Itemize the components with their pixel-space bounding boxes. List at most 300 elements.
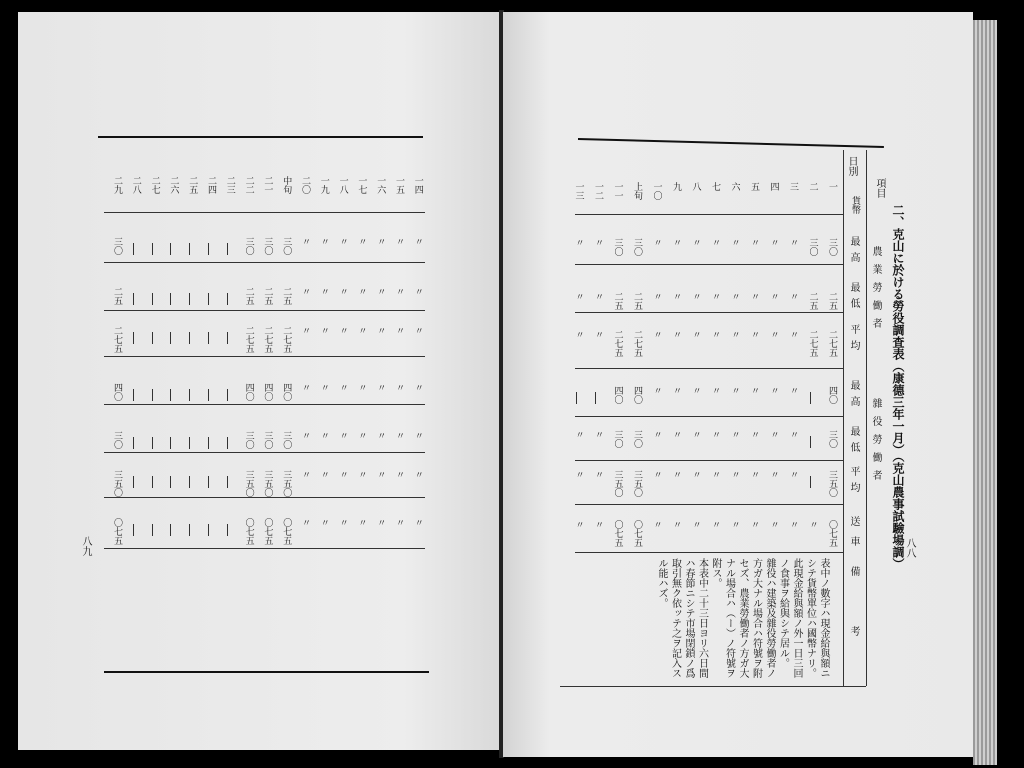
table-cell: 〃 bbox=[593, 520, 603, 529]
table-cell: 〃 bbox=[671, 292, 681, 301]
table-cell: 〃 bbox=[573, 330, 584, 339]
row-rule bbox=[575, 416, 843, 417]
table-cell: 〃 bbox=[671, 520, 681, 529]
table-cell: 〃 bbox=[749, 470, 759, 479]
table-cell: 〇七五 bbox=[632, 520, 642, 547]
table-cell: 三〇 bbox=[632, 430, 642, 448]
table-cell: 〃 bbox=[300, 237, 310, 246]
table-cell: 二五 bbox=[612, 292, 623, 310]
left-top-rule bbox=[98, 136, 423, 138]
table-cell: 〃 bbox=[412, 518, 423, 527]
table-cell: 〃 bbox=[412, 431, 423, 440]
table-cell: 〇七五 bbox=[281, 518, 292, 545]
table-cell: 〃 bbox=[375, 518, 386, 527]
note-line: 本表中二十三日ヨリ六日間 bbox=[696, 558, 708, 678]
dash-mark bbox=[170, 389, 171, 401]
table-cell: 〃 bbox=[671, 386, 681, 395]
table-cell: 〃 bbox=[788, 292, 798, 301]
header-item: 項目 bbox=[874, 178, 885, 198]
right-header-border-outer bbox=[866, 150, 867, 686]
table-cell: 〃 bbox=[412, 383, 423, 392]
left-page-number: 八九 bbox=[80, 536, 91, 556]
table-cell: 三〇 bbox=[281, 431, 292, 449]
table-cell: 二七五 bbox=[807, 330, 818, 357]
dash-mark bbox=[810, 392, 811, 404]
note-line: ハ春節ニシテ市場閉鎖ノ爲 bbox=[683, 558, 694, 678]
table-cell: 〃 bbox=[573, 292, 584, 301]
dash-mark bbox=[133, 243, 134, 255]
table-cell: 〃 bbox=[729, 238, 740, 247]
table-cell: 〃 bbox=[318, 518, 329, 527]
left-bottom-rule bbox=[104, 671, 429, 673]
day-label: 一四 bbox=[412, 176, 423, 194]
table-cell: 〃 bbox=[671, 430, 681, 439]
day-label: 四 bbox=[768, 182, 779, 191]
dash-mark bbox=[227, 293, 228, 305]
table-cell: 二七五 bbox=[243, 326, 254, 353]
table-cell: 三〇 bbox=[612, 430, 623, 448]
dash-mark bbox=[208, 243, 209, 255]
row-rule bbox=[575, 460, 843, 461]
row-rule bbox=[575, 504, 843, 505]
dash-mark bbox=[189, 524, 190, 536]
dash-mark bbox=[152, 332, 153, 344]
table-cell: 〃 bbox=[356, 470, 367, 479]
table-cell: 三五〇 bbox=[612, 470, 623, 497]
row-rule bbox=[575, 264, 843, 265]
table-cell: 〃 bbox=[593, 330, 603, 339]
row-rule bbox=[575, 312, 843, 313]
table-cell: 〃 bbox=[337, 470, 348, 479]
note-line: 附ス。 bbox=[710, 558, 721, 588]
table-cell: 二五 bbox=[243, 287, 254, 305]
table-cell: 〃 bbox=[651, 430, 662, 439]
table-cell: 〃 bbox=[768, 238, 779, 247]
table-cell: 〃 bbox=[768, 386, 779, 395]
day-label: 二五 bbox=[187, 176, 198, 194]
table-cell: 三〇 bbox=[262, 431, 273, 449]
table-cell: 〃 bbox=[394, 431, 404, 440]
table-cell: 三〇 bbox=[827, 238, 837, 256]
dash-mark bbox=[189, 389, 190, 401]
table-cell: 二七五 bbox=[262, 326, 273, 353]
note-line: 雜役ハ建築及雜役勞働者ノ bbox=[764, 558, 775, 678]
dash-mark bbox=[208, 332, 209, 344]
row-rule bbox=[104, 212, 425, 213]
table-cell: 三〇 bbox=[281, 237, 292, 255]
table-cell: 〃 bbox=[690, 386, 701, 395]
row-rule bbox=[104, 310, 425, 311]
table-cell: 〃 bbox=[356, 383, 367, 392]
table-cell: 〇七五 bbox=[243, 518, 254, 545]
day-label: 一三 bbox=[573, 182, 584, 200]
table-cell: 〃 bbox=[690, 292, 701, 301]
table-cell: 〃 bbox=[300, 383, 310, 392]
dash-mark bbox=[133, 389, 134, 401]
table-cell: 〃 bbox=[651, 470, 662, 479]
row-rule bbox=[575, 368, 843, 369]
table-cell: 〃 bbox=[807, 520, 818, 529]
col-avg-2: 平均 bbox=[848, 466, 859, 498]
table-cell: 〃 bbox=[375, 470, 386, 479]
table-cell: 三五〇 bbox=[262, 470, 273, 497]
dash-mark bbox=[595, 392, 596, 404]
table-cell: 〃 bbox=[788, 520, 798, 529]
dash-mark bbox=[576, 392, 577, 404]
right-header-border bbox=[843, 150, 844, 686]
table-cell: 〃 bbox=[768, 292, 779, 301]
day-label: 一八 bbox=[337, 176, 348, 194]
table-cell: 四〇 bbox=[281, 383, 292, 401]
day-label: 三 bbox=[788, 182, 798, 191]
dash-mark bbox=[189, 243, 190, 255]
table-cell: 二五 bbox=[827, 292, 837, 310]
table-cell: 二五 bbox=[807, 292, 818, 310]
table-cell: 三〇 bbox=[827, 430, 837, 448]
day-label: 二 bbox=[807, 182, 818, 191]
table-cell: 二五 bbox=[281, 287, 292, 305]
table-cell: 〃 bbox=[690, 520, 701, 529]
col-high-2: 最高 bbox=[848, 380, 859, 412]
day-label: 八 bbox=[690, 182, 701, 191]
table-cell: 〃 bbox=[690, 330, 701, 339]
table-cell: 三〇 bbox=[612, 238, 623, 256]
table-cell: 〇七五 bbox=[262, 518, 273, 545]
header-wage: 貨幣 bbox=[850, 196, 860, 214]
day-label: 九 bbox=[671, 182, 681, 191]
page-title: 二、克山に於ける勞役調査表（康德三年一月）（克山農事試驗場調） bbox=[891, 204, 905, 570]
table-cell: 〃 bbox=[710, 430, 720, 439]
table-cell: 三五〇 bbox=[827, 470, 837, 497]
table-cell: 〃 bbox=[788, 470, 798, 479]
table-cell: 〃 bbox=[394, 470, 404, 479]
row-rule bbox=[104, 548, 425, 549]
table-cell: 〃 bbox=[318, 470, 329, 479]
note-line: ナル場合ハ（ー）ノ符號ヲ bbox=[723, 558, 735, 678]
table-cell: 〃 bbox=[318, 431, 329, 440]
table-cell: 〃 bbox=[412, 237, 423, 246]
table-cell: 〃 bbox=[749, 238, 759, 247]
table-cell: 〃 bbox=[593, 238, 603, 247]
table-cell: 〃 bbox=[394, 287, 404, 296]
table-cell: 四〇 bbox=[243, 383, 254, 401]
table-cell: 〃 bbox=[749, 292, 759, 301]
dash-mark bbox=[152, 293, 153, 305]
col-low: 最低 bbox=[848, 282, 859, 314]
table-cell: 〃 bbox=[573, 430, 584, 439]
dash-mark bbox=[170, 332, 171, 344]
table-cell: 〃 bbox=[710, 292, 720, 301]
table-cell: 〃 bbox=[573, 470, 584, 479]
table-cell: 〃 bbox=[356, 287, 367, 296]
table-cell: 〃 bbox=[651, 386, 662, 395]
day-label: 七 bbox=[710, 182, 720, 191]
table-cell: 四〇 bbox=[612, 386, 623, 404]
table-cell: 〃 bbox=[671, 330, 681, 339]
dash-mark bbox=[227, 243, 228, 255]
table-cell: 三〇 bbox=[262, 237, 273, 255]
day-label: 二三 bbox=[224, 176, 235, 194]
table-cell: 〃 bbox=[356, 518, 367, 527]
table-cell: 〃 bbox=[671, 238, 681, 247]
table-cell: 〃 bbox=[375, 287, 386, 296]
day-label: 一二 bbox=[593, 182, 603, 200]
day-label: 二一 bbox=[262, 176, 273, 194]
table-cell: 〃 bbox=[710, 520, 720, 529]
table-cell: 〃 bbox=[318, 326, 329, 335]
dash-mark bbox=[189, 293, 190, 305]
day-label: 二四 bbox=[206, 176, 216, 194]
table-cell: 三〇 bbox=[243, 237, 254, 255]
dash-mark bbox=[810, 476, 811, 488]
table-cell: 四〇 bbox=[262, 383, 273, 401]
day-label: 一一 bbox=[612, 182, 623, 200]
table-cell: 〃 bbox=[768, 520, 779, 529]
day-label: 六 bbox=[729, 182, 740, 191]
table-cell: 四〇 bbox=[632, 386, 642, 404]
dash-mark bbox=[189, 476, 190, 488]
table-cell: 〃 bbox=[337, 287, 348, 296]
dash-mark bbox=[208, 524, 209, 536]
day-label: 二八 bbox=[130, 176, 141, 194]
table-cell: 〃 bbox=[788, 386, 798, 395]
col-carriage: 送車 bbox=[848, 516, 859, 556]
table-cell: 〃 bbox=[729, 292, 740, 301]
dash-mark bbox=[133, 437, 134, 449]
group-farm-labor: 農業勞働者 bbox=[870, 246, 881, 336]
table-cell: 〃 bbox=[337, 518, 348, 527]
table-cell: 二七五 bbox=[281, 326, 292, 353]
note-line: セズ、農業勞働者ノ方ガ大 bbox=[737, 558, 748, 678]
note-line: シテ貨幣單位ハ國幣ナリ。 bbox=[804, 558, 816, 678]
table-cell: 二七五 bbox=[827, 330, 837, 357]
dash-mark bbox=[227, 332, 228, 344]
table-cell: 〃 bbox=[729, 430, 740, 439]
table-cell: 〃 bbox=[651, 238, 662, 247]
table-cell: 〃 bbox=[749, 330, 759, 339]
note-line: 此現金給與額ノ外一日三回 bbox=[791, 558, 802, 678]
day-label: 一 bbox=[827, 182, 837, 191]
table-cell: 〃 bbox=[300, 431, 310, 440]
table-cell: 〃 bbox=[412, 326, 423, 335]
table-cell: 〃 bbox=[729, 386, 740, 395]
row-rule bbox=[104, 262, 425, 263]
table-cell: 〃 bbox=[768, 430, 779, 439]
dash-mark bbox=[208, 389, 209, 401]
table-cell: 三〇 bbox=[807, 238, 818, 256]
col-remarks: 備考 bbox=[848, 566, 859, 686]
table-cell: 二七五 bbox=[112, 326, 122, 353]
table-cell: 〃 bbox=[573, 520, 584, 529]
dash-mark bbox=[133, 524, 134, 536]
table-cell: 〃 bbox=[375, 237, 386, 246]
row-rule bbox=[104, 497, 425, 498]
table-cell: 〃 bbox=[300, 518, 310, 527]
table-cell: 〃 bbox=[788, 238, 798, 247]
day-label: 一六 bbox=[375, 176, 386, 194]
day-label: 一七 bbox=[356, 176, 367, 194]
table-cell: 三五〇 bbox=[281, 470, 292, 497]
dash-mark bbox=[227, 476, 228, 488]
table-cell: 〃 bbox=[300, 287, 310, 296]
table-cell: 〃 bbox=[318, 237, 329, 246]
col-avg: 平均 bbox=[848, 324, 859, 356]
table-cell: 四〇 bbox=[112, 383, 122, 401]
day-label: 上旬 bbox=[632, 182, 642, 200]
row-rule bbox=[575, 214, 843, 215]
day-label: 一九 bbox=[318, 176, 329, 194]
table-cell: 三〇 bbox=[112, 431, 122, 449]
day-label: 二九 bbox=[112, 176, 122, 194]
table-cell: 〃 bbox=[375, 383, 386, 392]
day-label: 二二 bbox=[243, 176, 254, 194]
day-label: 中旬 bbox=[281, 176, 292, 194]
table-cell: 〃 bbox=[690, 238, 701, 247]
table-cell: 〃 bbox=[710, 386, 720, 395]
row-rule bbox=[104, 356, 425, 357]
col-low-2: 最低 bbox=[848, 426, 859, 458]
table-cell: 〃 bbox=[729, 330, 740, 339]
dash-mark bbox=[189, 437, 190, 449]
table-cell: 〃 bbox=[788, 430, 798, 439]
table-cell: 二七五 bbox=[632, 330, 642, 357]
dash-mark bbox=[227, 437, 228, 449]
table-cell: 〃 bbox=[375, 431, 386, 440]
row-rule bbox=[575, 552, 843, 553]
table-cell: 〃 bbox=[337, 326, 348, 335]
dash-mark bbox=[133, 332, 134, 344]
table-cell: 〃 bbox=[651, 330, 662, 339]
dash-mark bbox=[208, 437, 209, 449]
table-cell: 〃 bbox=[729, 470, 740, 479]
page-edges bbox=[973, 20, 997, 765]
dash-mark bbox=[170, 437, 171, 449]
dash-mark bbox=[170, 243, 171, 255]
table-cell: 〃 bbox=[651, 292, 662, 301]
table-cell: 〃 bbox=[593, 430, 603, 439]
day-label: 二六 bbox=[168, 176, 179, 194]
table-cell: 〃 bbox=[394, 383, 404, 392]
table-cell: 〃 bbox=[337, 431, 348, 440]
table-cell: 〃 bbox=[749, 430, 759, 439]
dash-mark bbox=[208, 293, 209, 305]
dash-mark bbox=[133, 476, 134, 488]
table-cell: 〃 bbox=[375, 326, 386, 335]
dash-mark bbox=[170, 476, 171, 488]
dash-mark bbox=[152, 476, 153, 488]
table-cell: 〃 bbox=[318, 287, 329, 296]
dash-mark bbox=[227, 389, 228, 401]
note-line: 方ガ大ナル場合ハ符號ヲ附 bbox=[750, 558, 762, 678]
right-page-number: 八八 bbox=[904, 538, 915, 558]
header-date: 日別 bbox=[846, 156, 857, 176]
table-cell: 〃 bbox=[749, 386, 759, 395]
left-page bbox=[18, 12, 501, 750]
table-cell: 〃 bbox=[394, 518, 404, 527]
table-cell: 三五〇 bbox=[112, 470, 122, 497]
dash-mark bbox=[152, 389, 153, 401]
dash-mark bbox=[189, 332, 190, 344]
table-cell: 〃 bbox=[356, 326, 367, 335]
table-cell: 〃 bbox=[729, 520, 740, 529]
note-line: ル能ハズ。 bbox=[656, 558, 667, 608]
dash-mark bbox=[152, 243, 153, 255]
table-cell: 〃 bbox=[768, 330, 779, 339]
table-cell: 〃 bbox=[300, 470, 310, 479]
note-line: ノ食事ヲ給與シテ居ル。 bbox=[777, 558, 789, 668]
table-cell: 二七五 bbox=[612, 330, 623, 357]
table-cell: 〃 bbox=[671, 470, 681, 479]
table-cell: 〃 bbox=[337, 383, 348, 392]
table-cell: 三〇 bbox=[243, 431, 254, 449]
note-line: 取引無ク依ッテ之ヲ記入ス bbox=[669, 558, 681, 678]
table-cell: 〃 bbox=[593, 470, 603, 479]
bottom-rule bbox=[560, 686, 866, 687]
table-cell: 〃 bbox=[412, 287, 423, 296]
dash-mark bbox=[170, 524, 171, 536]
table-cell: 〃 bbox=[749, 520, 759, 529]
table-cell: 〃 bbox=[710, 330, 720, 339]
day-label: 一五 bbox=[394, 176, 404, 194]
dash-mark bbox=[133, 293, 134, 305]
table-cell: 〃 bbox=[690, 430, 701, 439]
table-cell: 二五 bbox=[112, 287, 122, 305]
dash-mark bbox=[152, 524, 153, 536]
day-label: 一〇 bbox=[651, 182, 662, 200]
table-cell: 〃 bbox=[318, 383, 329, 392]
dash-mark bbox=[208, 476, 209, 488]
table-cell: 〃 bbox=[412, 470, 423, 479]
table-cell: 〃 bbox=[394, 237, 404, 246]
table-cell: 〃 bbox=[593, 292, 603, 301]
table-cell: 〃 bbox=[788, 330, 798, 339]
note-line: 表中ノ數字ハ現金給與額ニ bbox=[818, 558, 829, 678]
day-label: 二七 bbox=[149, 176, 160, 194]
table-cell: 〃 bbox=[394, 326, 404, 335]
dash-mark bbox=[810, 436, 811, 448]
row-rule bbox=[104, 404, 425, 405]
table-cell: 〃 bbox=[356, 237, 367, 246]
table-cell: 〃 bbox=[690, 470, 701, 479]
table-cell: 〃 bbox=[710, 238, 720, 247]
table-cell: 〃 bbox=[573, 238, 584, 247]
table-cell: 三〇 bbox=[632, 238, 642, 256]
table-cell: 〃 bbox=[710, 470, 720, 479]
table-cell: 四〇 bbox=[827, 386, 837, 404]
table-cell: 〇七五 bbox=[827, 520, 837, 547]
table-cell: 三五〇 bbox=[632, 470, 642, 497]
table-cell: 〃 bbox=[356, 431, 367, 440]
col-high: 最高 bbox=[848, 236, 859, 268]
table-cell: 二五 bbox=[632, 292, 642, 310]
dash-mark bbox=[170, 293, 171, 305]
table-cell: 三五〇 bbox=[243, 470, 254, 497]
table-cell: 〃 bbox=[651, 520, 662, 529]
table-cell: 〃 bbox=[768, 470, 779, 479]
day-label: 五 bbox=[749, 182, 759, 191]
table-cell: 〃 bbox=[337, 237, 348, 246]
dash-mark bbox=[227, 524, 228, 536]
row-rule bbox=[104, 452, 425, 453]
table-cell: 二五 bbox=[262, 287, 273, 305]
table-cell: 〃 bbox=[300, 326, 310, 335]
group-misc-labor: 雜役勞働者 bbox=[870, 398, 881, 488]
table-cell: 三〇 bbox=[112, 237, 122, 255]
table-cell: 〇七五 bbox=[112, 518, 122, 545]
table-cell: 〇七五 bbox=[612, 520, 623, 547]
day-label: 二〇 bbox=[300, 176, 310, 194]
dash-mark bbox=[152, 437, 153, 449]
